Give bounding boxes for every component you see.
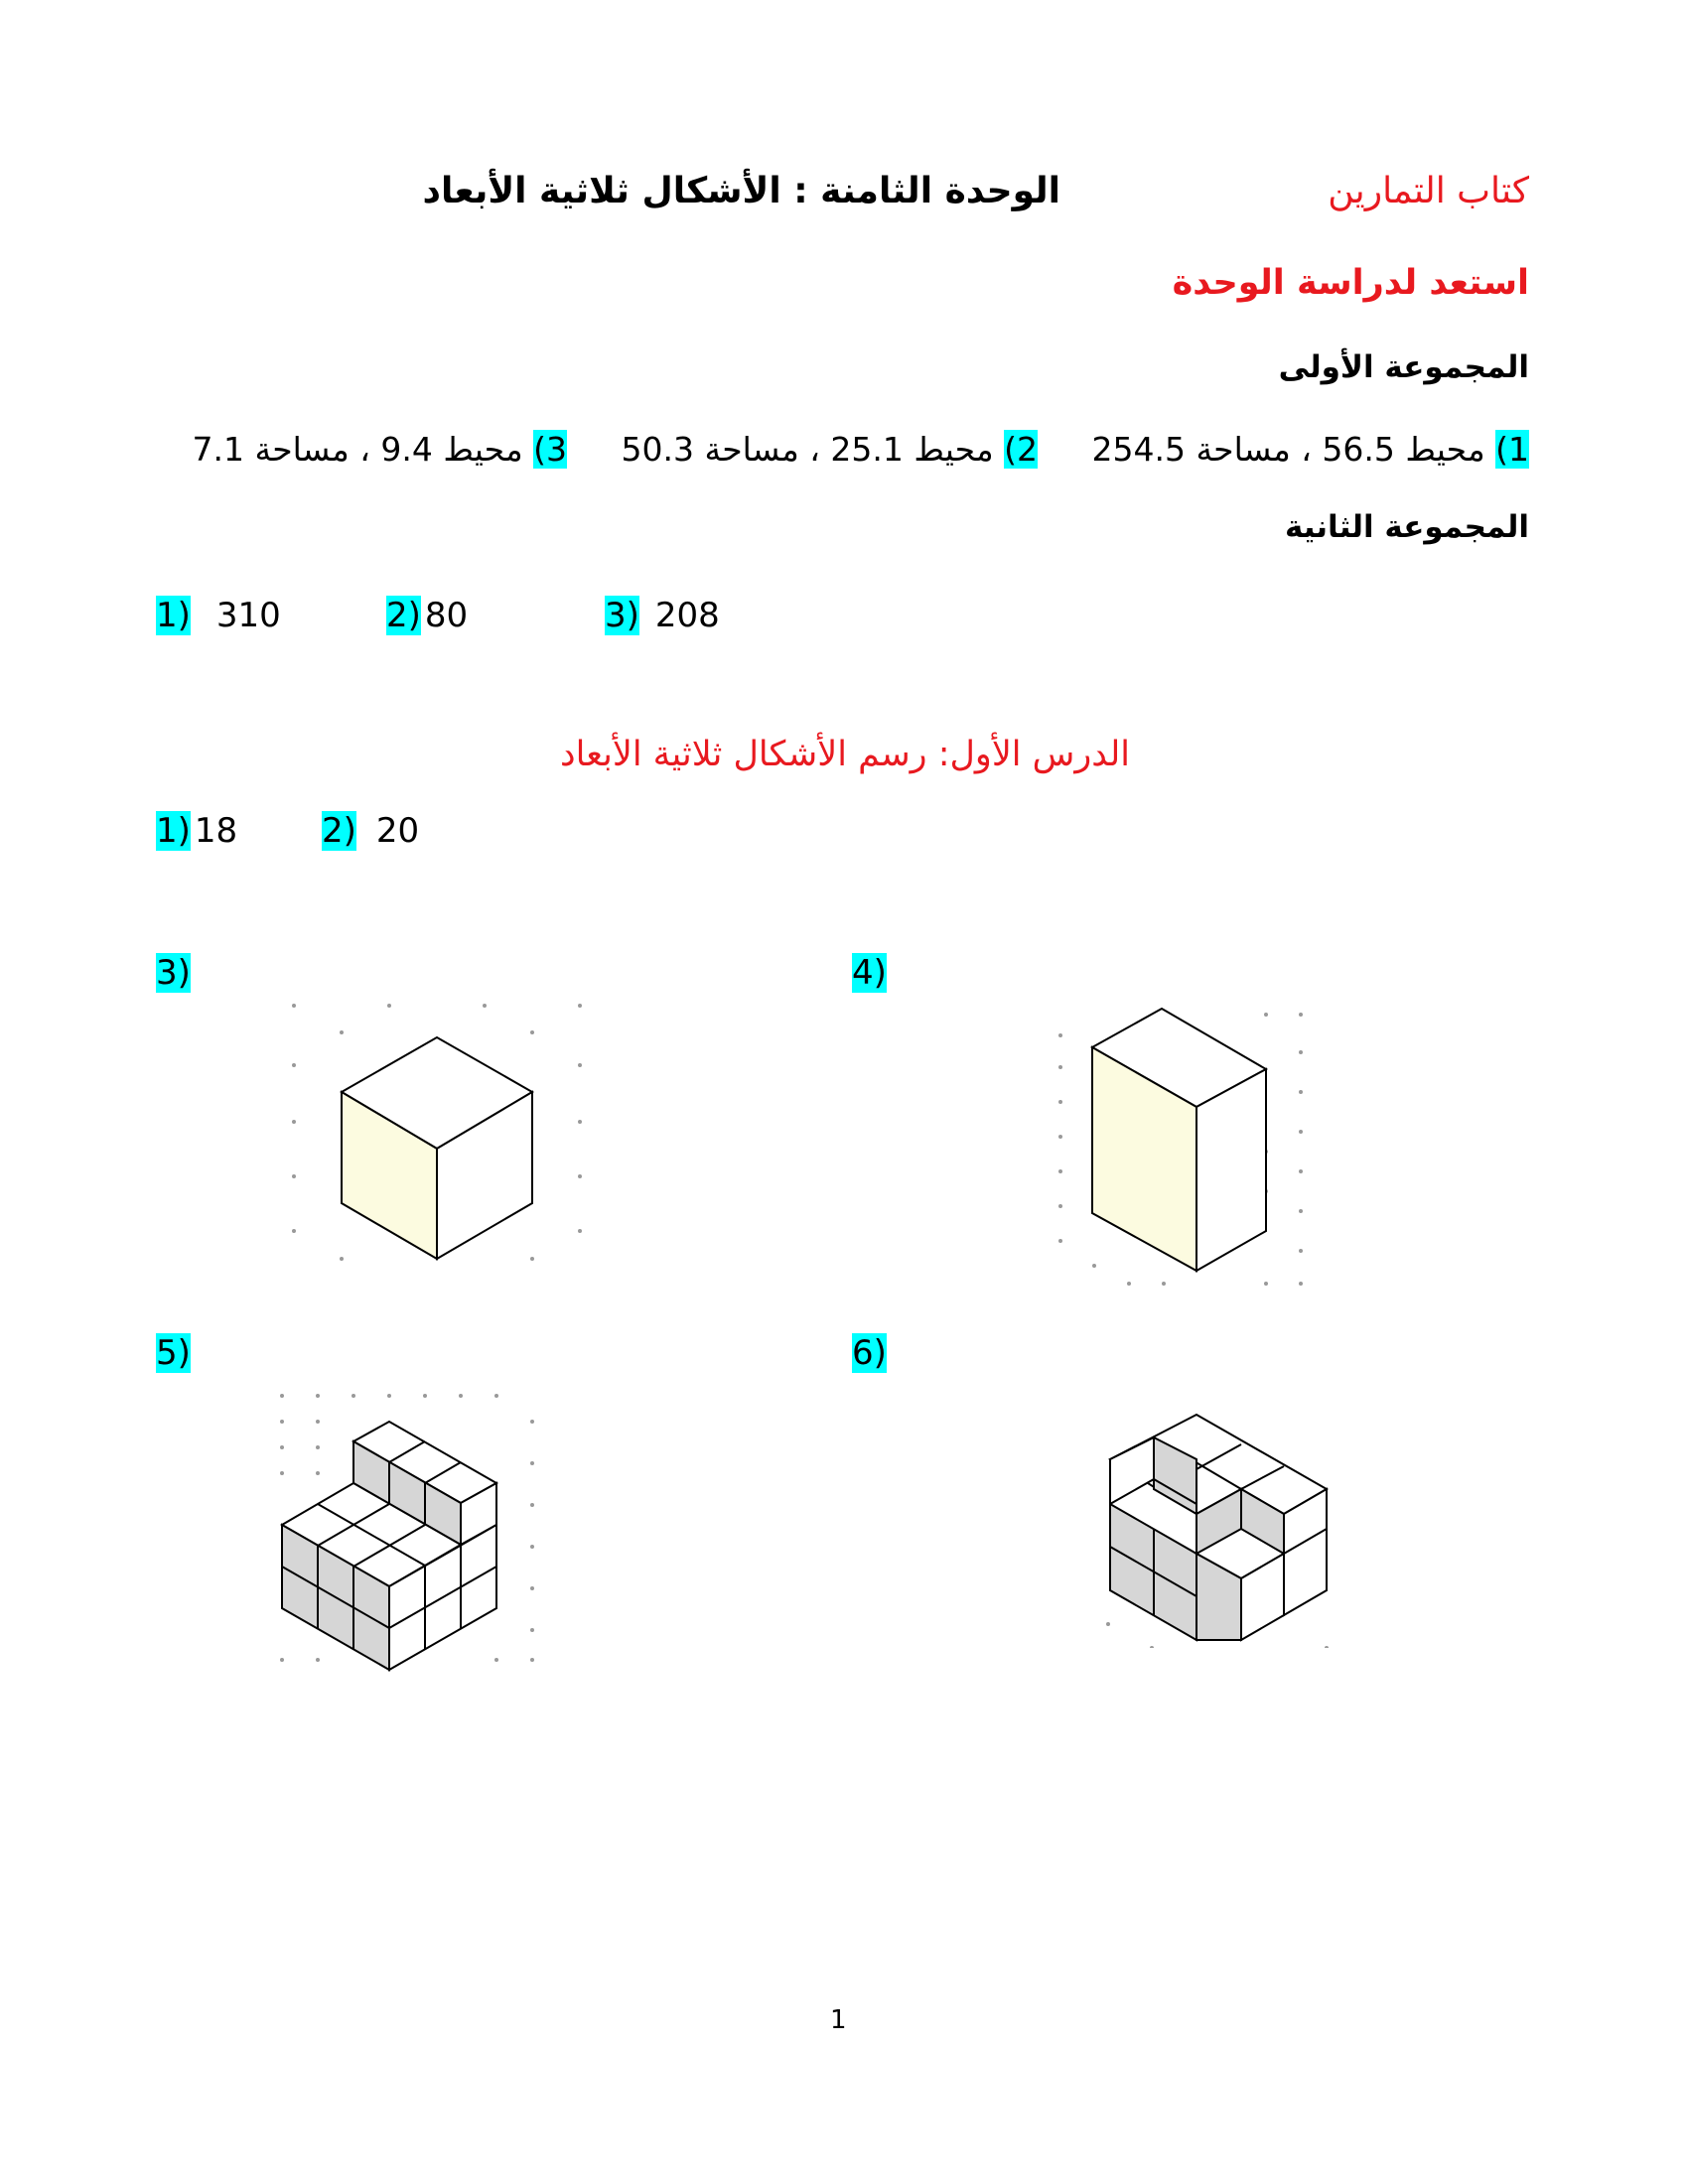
group1-answer-1 <box>1092 430 1529 469</box>
book-title: كتاب التمارين <box>1328 171 1529 211</box>
answer-value: 18 <box>194 811 238 851</box>
answer-number: 2) <box>386 596 421 635</box>
lesson1-title: الدرس الأول: رسم الأشكال ثلاثية الأبعاد <box>560 735 1131 774</box>
answer-text: محيط 9.4 ، مساحة 7.1 <box>192 430 534 469</box>
unit-title: الوحدة الثامنة : الأشكال ثلاثية الأبعاد <box>422 171 1060 211</box>
group1-answer-2 <box>622 430 1038 469</box>
answer-value: 20 <box>375 811 420 851</box>
group2-answer-2 <box>386 596 468 635</box>
page-number: 1 <box>830 2005 847 2035</box>
answer-text: محيط 56.5 ، مساحة 254.5 <box>1091 430 1496 469</box>
figure-label-6: 6) <box>852 1333 887 1373</box>
answer-number: 3) <box>605 596 639 635</box>
answer-value: 208 <box>654 596 720 635</box>
figure-label-4: 4) <box>852 953 887 993</box>
group2-answer-1 <box>156 596 281 635</box>
prep-section-title: استعد لدراسة الوحدة <box>1172 263 1529 303</box>
isometric-cube-stack-figure <box>270 1385 548 1673</box>
lesson1-answer-2 <box>322 811 419 851</box>
answer-text: محيط 25.1 ، مساحة 50.3 <box>621 430 1005 469</box>
isometric-l-shape-figure <box>1102 1410 1340 1648</box>
group2-heading: المجموعة الثانية <box>1284 509 1529 545</box>
group1-answer-3 <box>193 430 567 469</box>
group1-heading: المجموعة الأولى <box>1278 349 1529 385</box>
answer-number: 3) <box>533 430 568 469</box>
answer-number: 2) <box>1004 430 1039 469</box>
answer-number: 1) <box>156 596 191 635</box>
isometric-cube-figure <box>278 998 596 1266</box>
group1-answers <box>193 430 1529 469</box>
lesson1-answer-1 <box>156 811 237 851</box>
answer-value: 310 <box>215 596 281 635</box>
answer-number: 1) <box>156 811 191 851</box>
figure-label-5: 5) <box>156 1333 191 1373</box>
figure-label-3: 3) <box>156 953 191 993</box>
answer-value: 80 <box>424 596 469 635</box>
answer-number: 1) <box>1495 430 1529 469</box>
group2-answer-3 <box>605 596 720 635</box>
isometric-prism-figure <box>1051 1005 1309 1302</box>
answer-number: 2) <box>322 811 356 851</box>
